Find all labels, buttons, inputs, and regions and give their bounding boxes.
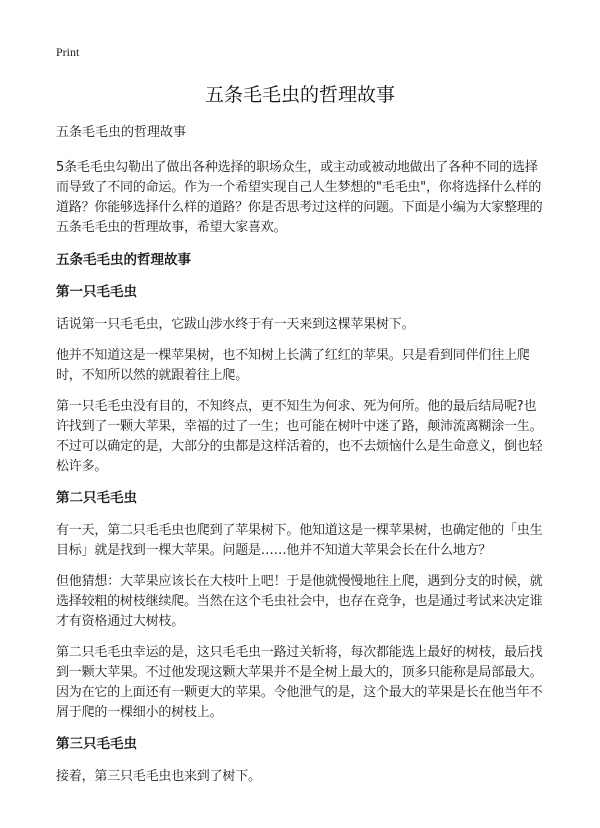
intro-paragraph: 5条毛毛虫勾勒出了做出各种选择的职场众生，或主动或被动地做出了各种不同的选择而导致了不同的命运。作为一个希望实现自己人生梦想的"毛毛虫"，你将选择什么样的道路？你能够选择什么样的道路？你是否思考过这样的问题。下面是小编为大家整理的五条毛毛虫的哲理故事，希望大家喜欢。 bbox=[56, 160, 543, 235]
chapter-2-paragraph: 有一天，第二只毛毛虫也爬到了苹果树下。他知道这是一棵苹果树，也确定他的「虫生目标」就是找到一棵大苹果。问题是……他并不知道大苹果会长在什么地方？ bbox=[56, 523, 543, 558]
document-title: 五条毛毛虫的哲理故事 bbox=[204, 84, 395, 106]
chapter-3-paragraph: 接着，第三只毛毛虫也来到了树下。 bbox=[56, 769, 261, 784]
chapter-heading-2: 第二只毛毛虫 bbox=[56, 490, 137, 506]
article-body bbox=[56, 124, 546, 798]
print-link[interactable]: Print bbox=[56, 45, 80, 59]
chapter-1-paragraph: 话说第一只毛毛虫，它跋山涉水终于有一天来到这棵苹果树下。 bbox=[56, 317, 415, 332]
chapter-1-paragraph: 第一只毛毛虫没有目的，不知终点，更不知生为何求、死为何所。他的最后结局呢?也许找到了一颗大苹果，幸福的过了一生；也可能在树叶中迷了路，颠沛流离糊涂一生。不过可以确定的是，大部分的虫都是这样活着的，也不去烦恼什么是生命意义，倒也轻松许多。 bbox=[56, 399, 543, 474]
chapter-heading-3: 第三只毛毛虫 bbox=[56, 736, 137, 752]
chapter-1-paragraph: 他并不知道这是一棵苹果树，也不知树上长满了红红的苹果。只是看到同伴们往上爬时，不知所以然的就跟着往上爬。 bbox=[56, 348, 530, 383]
article-subtitle: 五条毛毛虫的哲理故事 bbox=[56, 125, 187, 140]
chapter-2-paragraph: 但他猜想：大苹果应该长在大枝叶上吧！于是他就慢慢地往上爬，遇到分支的时候，就选择较粗的树枝继续爬。当然在这个毛虫社会中，也存在竞争，也是通过考试来决定谁才有资格通过大树枝。 bbox=[56, 574, 543, 629]
chapter-2-paragraph: 第二只毛毛虫幸运的是，这只毛毛虫一路过关斩将，每次都能选上最好的树枝，最后找到一颗大苹果。不过他发现这颗大苹果并不是全树上最大的，顶多只能称是局部最大。因为在它的上面还有一颗更大的苹果。令他泄气的是，这个最大的苹果是长在他当年不屑于爬的一棵细小的树枝上。 bbox=[56, 645, 543, 720]
chapter-heading-1: 第一只毛毛虫 bbox=[56, 284, 137, 300]
section-heading: 五条毛毛虫的哲理故事 bbox=[56, 252, 191, 268]
